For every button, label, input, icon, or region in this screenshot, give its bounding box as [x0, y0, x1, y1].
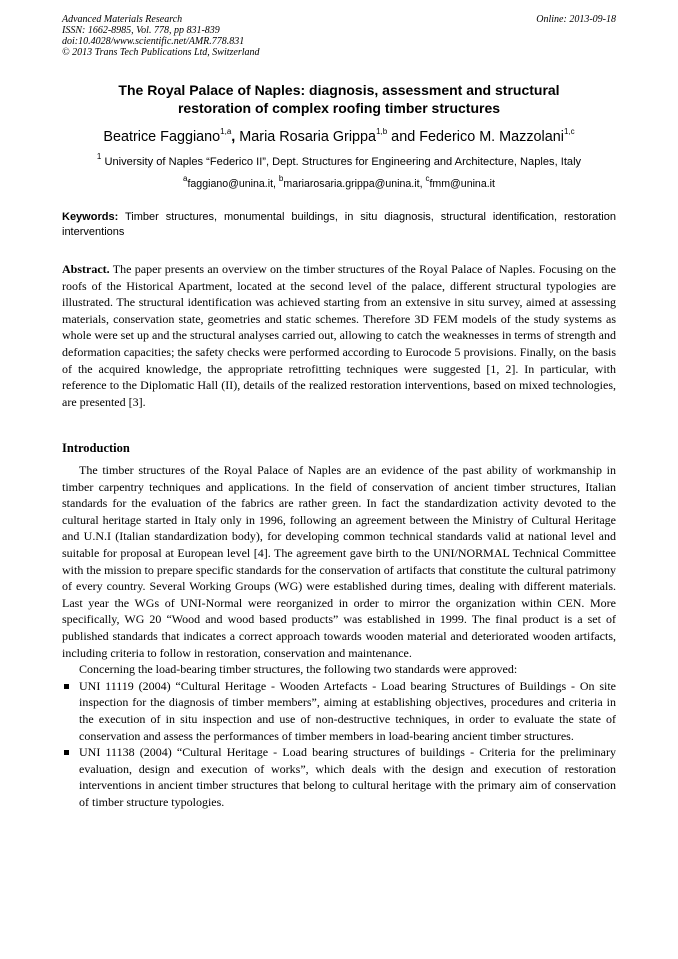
author-list [62, 128, 616, 146]
author-name: Maria Rosaria Grippa [239, 129, 377, 145]
email-link[interactable]: mariarosaria.grippa@unina.it [283, 178, 420, 190]
introduction-heading: Introduction [62, 441, 130, 455]
doi-line[interactable]: doi:10.4028/www.scientific.net/AMR.778.831 [62, 36, 245, 47]
list-item-text: UNI 11119 (2004) “Cultural Heritage - Wooden Artefacts - Load bearing Structures of Buildings - On site inspection for the diagnosis of timber members”, aiming at establishing objectives, procedures and criteria in the execution of in situ inspection and use of non-destructive techniques, in order to evaluate the state of conservation and assess the performances of timber members in load-bearing ancient timber structures. [79, 678, 616, 743]
keywords-section [62, 210, 616, 240]
author-superscript: 1,a [220, 127, 232, 137]
keywords-text: Timber structures, monumental buildings, in situ diagnosis, structural identification, restoration interventions [62, 211, 616, 238]
title-line-2: restoration of complex roofing timber structures [177, 100, 501, 116]
bullet-icon [64, 684, 69, 689]
list-item [62, 678, 616, 744]
list-item [62, 744, 616, 810]
copyright-line: © 2013 Trans Tech Publications Ltd, Switzerland [62, 47, 260, 58]
email-separator: , [419, 178, 426, 190]
journal-name: Advanced Materials Research [62, 14, 183, 25]
author-superscript: 1,c [563, 127, 575, 137]
affiliation [62, 152, 616, 169]
journal-header [62, 14, 616, 58]
affiliation-superscript: 1 [96, 152, 102, 162]
email-superscript: a [183, 174, 188, 184]
abstract-text: The paper presents an overview on the timber structures of the Royal Palace of Naples. Focusing on the roofs of the Historical Apartment, located at the second level of the palace, different structural typologies are illustrated. The structural identification was achieved starting from an extensive in situ survey, aimed at assessing materials, conservation state, geometries and static schemes. Therefore 3D FEM models of the study systems as whole were set up and the structural analyses carried out, allowing to catch the weaknesses in terms of strength and deformation capacities; the safety checks were performed according to Eurocode 5 provisions. Finally, on the basis of the acquired knowledge, the appropriate retrofitting techniques were suggested [1, 2]. In particular, with reference to the Diplomatic Hall (II), details of the realized restoration interventions, based on mixed technologies, are presented [3]. [62, 262, 616, 409]
bullet-icon [64, 750, 69, 755]
title-line-1: The Royal Palace of Naples: diagnosis, assessment and structural [118, 82, 560, 98]
affiliation-text: University of Naples “Federico II”, Dept. Structures for Engineering and Architecture, Naples, Italy [104, 156, 582, 168]
email-link[interactable]: fmm@unina.it [429, 178, 495, 190]
paragraph: Concerning the load-bearing timber structures, the following two standards were approved: [79, 662, 518, 677]
email-list [62, 174, 616, 191]
standards-list [62, 678, 616, 811]
keywords-label: Keywords: [62, 211, 119, 223]
author-superscript: 1,b [376, 127, 388, 137]
author-name: Federico M. Mazzolani [419, 129, 564, 145]
introduction-body [62, 462, 616, 810]
list-item-text: UNI 11138 (2004) “Cultural Heritage - Load bearing structures of buildings - Criteria for the preliminary evaluation, design and execution of works”, which deals with the design and execution of restoration interventions in ancient timber structures that belong to cultural heritage with the primary aim of conservation of timber structure typologies. [79, 745, 616, 809]
issn-line: ISSN: 1662-8985, Vol. 778, pp 831-839 [62, 25, 220, 36]
abstract-label: Abstract. [62, 262, 110, 276]
paper-title [62, 81, 616, 117]
paragraph: The timber structures of the Royal Palace of Naples are an evidence of the past ability of workmanship in timber carpentry techniques and applications. In the field of conservation of ancient timber structures, Italian standards for the evaluation of the fabrics are rather green. In fact the standardization activity devoted to the cultural heritage started in Italy only in 1996, following an agreement between the Ministry of Cultural Heritage and U.N.I (Italian standardization body), for developing common technical standards valid at national level and suitable for proposal at European level [4]. The agreement gave birth to the UNI/NORMAL Technical Committee with the mission to prepare specific standards for the conservation of artifacts that constitute the cultural patrimony of every country. Several Working Groups (WG) were established during times, dealing with different materials. Last year the WGs of UNI-Normal were reorganized in order to mirror the organization within CEN. More specifically, WG 20 “Wood and wood based products” was established in 1999. The final product is a set of published standards that indicates a correct approach towards wooden material and deteriorated wooden artifacts, including criteria to follow in restoration, conservation and maintenance. [62, 463, 616, 660]
online-date: Online: 2013-09-18 [536, 14, 616, 25]
author-separator: and [387, 129, 420, 145]
abstract-section [62, 261, 616, 410]
email-superscript: b [278, 174, 284, 184]
author-name: Beatrice Faggiano [103, 129, 221, 145]
email-link[interactable]: faggiano@unina.it [187, 178, 274, 190]
author-separator: , [231, 129, 240, 145]
email-superscript: c [425, 174, 430, 184]
email-separator: , [273, 178, 279, 190]
